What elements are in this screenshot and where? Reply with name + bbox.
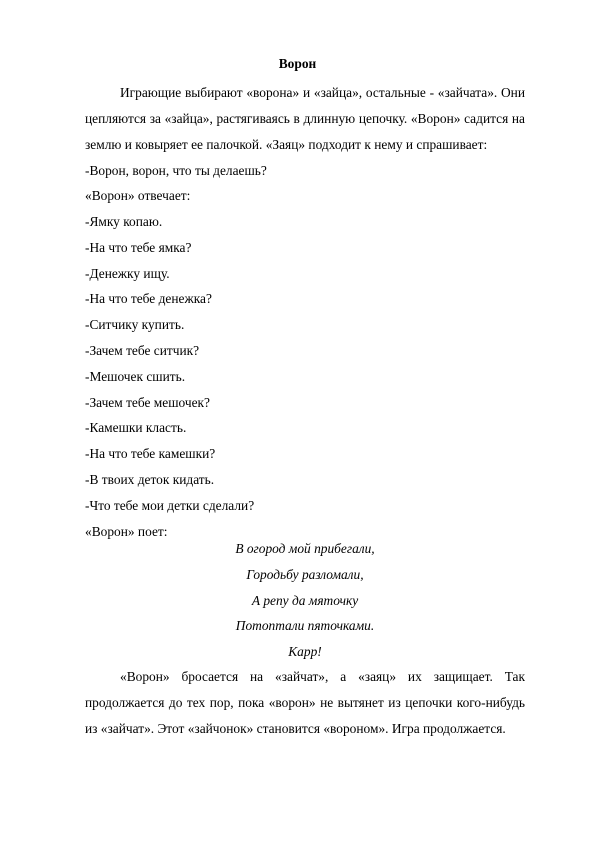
dialogue-line: -Ситчику купить.: [85, 317, 185, 333]
dialogue-line: -На что тебе камешки?: [85, 446, 216, 462]
poem-block: [85, 536, 525, 665]
poem-line: Потоптали пяточками.: [235, 618, 375, 634]
outro-paragraph: «Ворон» бросается на «зайчат», а «заяц» их защищает. Так продолжается до тех пор, пока «ворон» не вытянет из цепочки кого-нибудь из «зайчат». Этот «зайчонок» становится «вороном». Игра продолжается.: [85, 669, 525, 736]
dialogue-line: «Ворон» поет:: [85, 523, 168, 539]
intro-paragraph: Играющие выбирают «ворона» и «зайца», остальные - «зайчата». Они цепляются за «зайца», растягиваясь в длинную цепочку. «Ворон» садится на землю и ковыряет ее палочкой. «Заяц» подходит к нему и спрашивает:: [85, 85, 525, 152]
poem-line: Городьбу разломали,: [246, 566, 364, 582]
dialogue-line: -В твоих деток кидать.: [85, 472, 215, 488]
dialogue-line: -Зачем тебе мешочек?: [85, 394, 211, 410]
dialogue-line: -Мешочек сшить.: [85, 368, 186, 384]
poem-line: А репу да мяточку: [251, 592, 359, 608]
dialogue-line: «Ворон» отвечает:: [85, 188, 191, 204]
dialogue-line: -Зачем тебе ситчик?: [85, 343, 200, 359]
dialogue-line: -Денежку ищу.: [85, 265, 170, 281]
dialogue-line: -На что тебе ямка?: [85, 239, 192, 255]
dialogue-line: -На что тебе денежка?: [85, 291, 212, 307]
dialogue-line: -Камешки класть.: [85, 420, 187, 436]
document-title: Ворон: [278, 56, 317, 71]
poem-line: В огород мой прибегали,: [235, 541, 375, 556]
dialogue-line: -Ворон, ворон, что ты делаешь?: [85, 162, 267, 178]
poem-line: Карр!: [288, 644, 322, 660]
dialogue-line: -Ямку копаю.: [85, 214, 163, 230]
dialogue-line: -Что тебе мои детки сделали?: [85, 497, 255, 513]
dialogue-block: [85, 158, 525, 545]
